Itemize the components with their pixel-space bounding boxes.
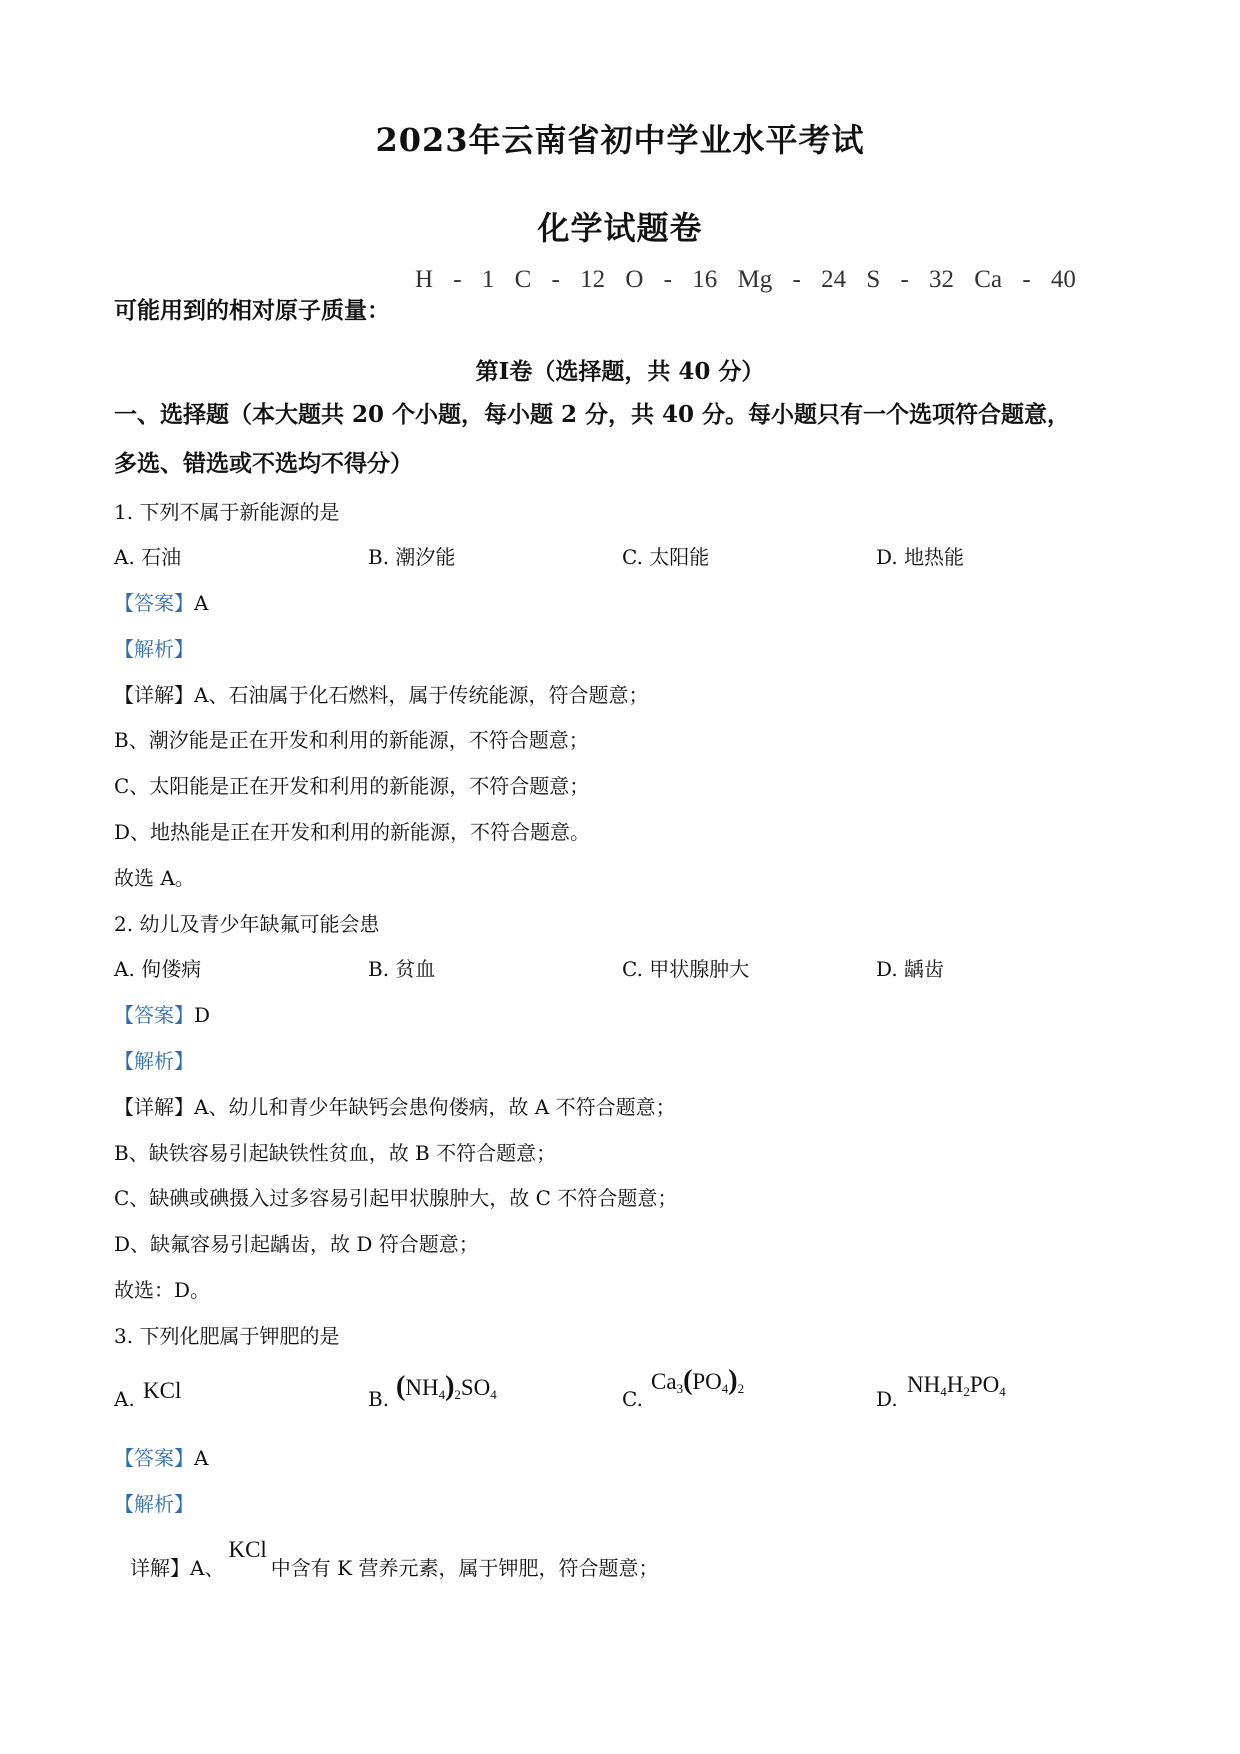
q1-detail-3: C、太阳能是正在开发和利用的新能源，不符合题意； <box>114 774 590 798</box>
q1-detail-5: 故选 A。 <box>114 866 195 890</box>
q1-option-a: A. 石油 <box>114 545 182 569</box>
q3-option-d-letter: D. <box>876 1387 898 1411</box>
q2-answer-value: D <box>194 1003 211 1027</box>
q3-answer-value: A <box>194 1446 209 1470</box>
q2-detail-3: C、缺碘或碘摄入过多容易引起甲状腺肿大，故 C 不符合题意； <box>114 1186 678 1210</box>
atomic-mass-values: H - 1 C - 12 O - 16 Mg - 24 S - 32 Ca - 40 <box>415 266 1076 293</box>
q2-detail-2: B、缺铁容易引起缺铁性贫血，故 B 不符合题意； <box>114 1141 557 1165</box>
q3-option-d-formula: $NH_4H_2PO_4$ <box>907 1372 1006 1399</box>
q1-option-c: C. 太阳能 <box>622 545 710 569</box>
volume-heading: 第Ⅰ卷（选择题，共 40 分） <box>475 358 765 385</box>
q2-option-d: D. 龋齿 <box>876 957 945 981</box>
q2-option-b: B. 贫血 <box>368 957 436 981</box>
q3-option-c-formula: $Ca_3(PO_4)_2$ <box>651 1365 745 1396</box>
q3-option-a-formula: KCl <box>143 1378 182 1403</box>
q2-answer-tag: 【答案】 <box>114 1003 194 1027</box>
q1-detail-2: B、潮汐能是正在开发和利用的新能源，不符合题意； <box>114 728 589 752</box>
q2-detail-4: D、缺氟容易引起龋齿，故 D 符合题意； <box>114 1232 479 1256</box>
atomic-mass-label: 可能用到的相对原子质量： <box>114 297 390 324</box>
q3-detail-formula: KCl <box>228 1537 267 1562</box>
q3-detail-suffix: 中含有 K 营养元素，属于钾肥，符合题意； <box>270 1556 659 1580</box>
q3-option-b-formula: $(NH_4)_2SO_4$ <box>396 1371 497 1402</box>
q2-detail-5: 故选：D。 <box>114 1278 211 1302</box>
q2-analysis-tag: 【解析】 <box>114 1049 194 1073</box>
q3-option-c-letter: C. <box>622 1387 643 1411</box>
q1-detail-1: 【详解】A、石油属于化石燃料，属于传统能源，符合题意； <box>114 683 649 707</box>
q3-analysis-tag: 【解析】 <box>114 1492 194 1516</box>
q1-answer-value: A <box>194 591 209 615</box>
q3-stem: 3. 下列化肥属于钾肥的是 <box>114 1324 340 1348</box>
q1-answer-tag: 【答案】 <box>114 591 194 615</box>
q3-answer <box>114 1443 208 1473</box>
q3-detail-1 <box>130 1537 659 1583</box>
q2-stem: 2. 幼儿及青少年缺氟可能会患 <box>114 912 380 936</box>
q1-option-d: D. 地热能 <box>876 545 965 569</box>
q1-stem: 1. 下列不属于新能源的是 <box>114 500 340 524</box>
q2-option-c: C. 甲状腺肿大 <box>622 957 750 981</box>
q3-option-b-letter: B. <box>368 1387 390 1411</box>
q1-analysis-tag: 【解析】 <box>114 637 194 661</box>
q1-detail-4: D、地热能是正在开发和利用的新能源，不符合题意。 <box>114 820 591 844</box>
q2-answer <box>114 1000 210 1030</box>
exam-subtitle: 化学试题卷 <box>537 209 703 247</box>
q1-answer <box>114 588 208 618</box>
section-instructions-2: 多选、错选或不选均不得分） <box>114 450 413 477</box>
q2-detail-1: 【详解】A、幼儿和青少年缺钙会患佝偻病，故 A 不符合题意； <box>114 1095 676 1119</box>
section-instructions-1: 一、选择题（本大题共 20 个小题，每小题 2 分，共 40 分。每小题只有一个选项符合题意， <box>114 401 1071 428</box>
q3-option-a-letter: A. <box>114 1387 135 1411</box>
q1-option-b: B. 潮汐能 <box>368 545 456 569</box>
q3-answer-tag: 【答案】 <box>114 1446 194 1470</box>
q2-option-a: A. 佝偻病 <box>114 957 202 981</box>
q3-detail-prefix: 详解】A、 <box>130 1556 225 1580</box>
exam-title: 2023年云南省初中学业水平考试 <box>375 121 865 159</box>
